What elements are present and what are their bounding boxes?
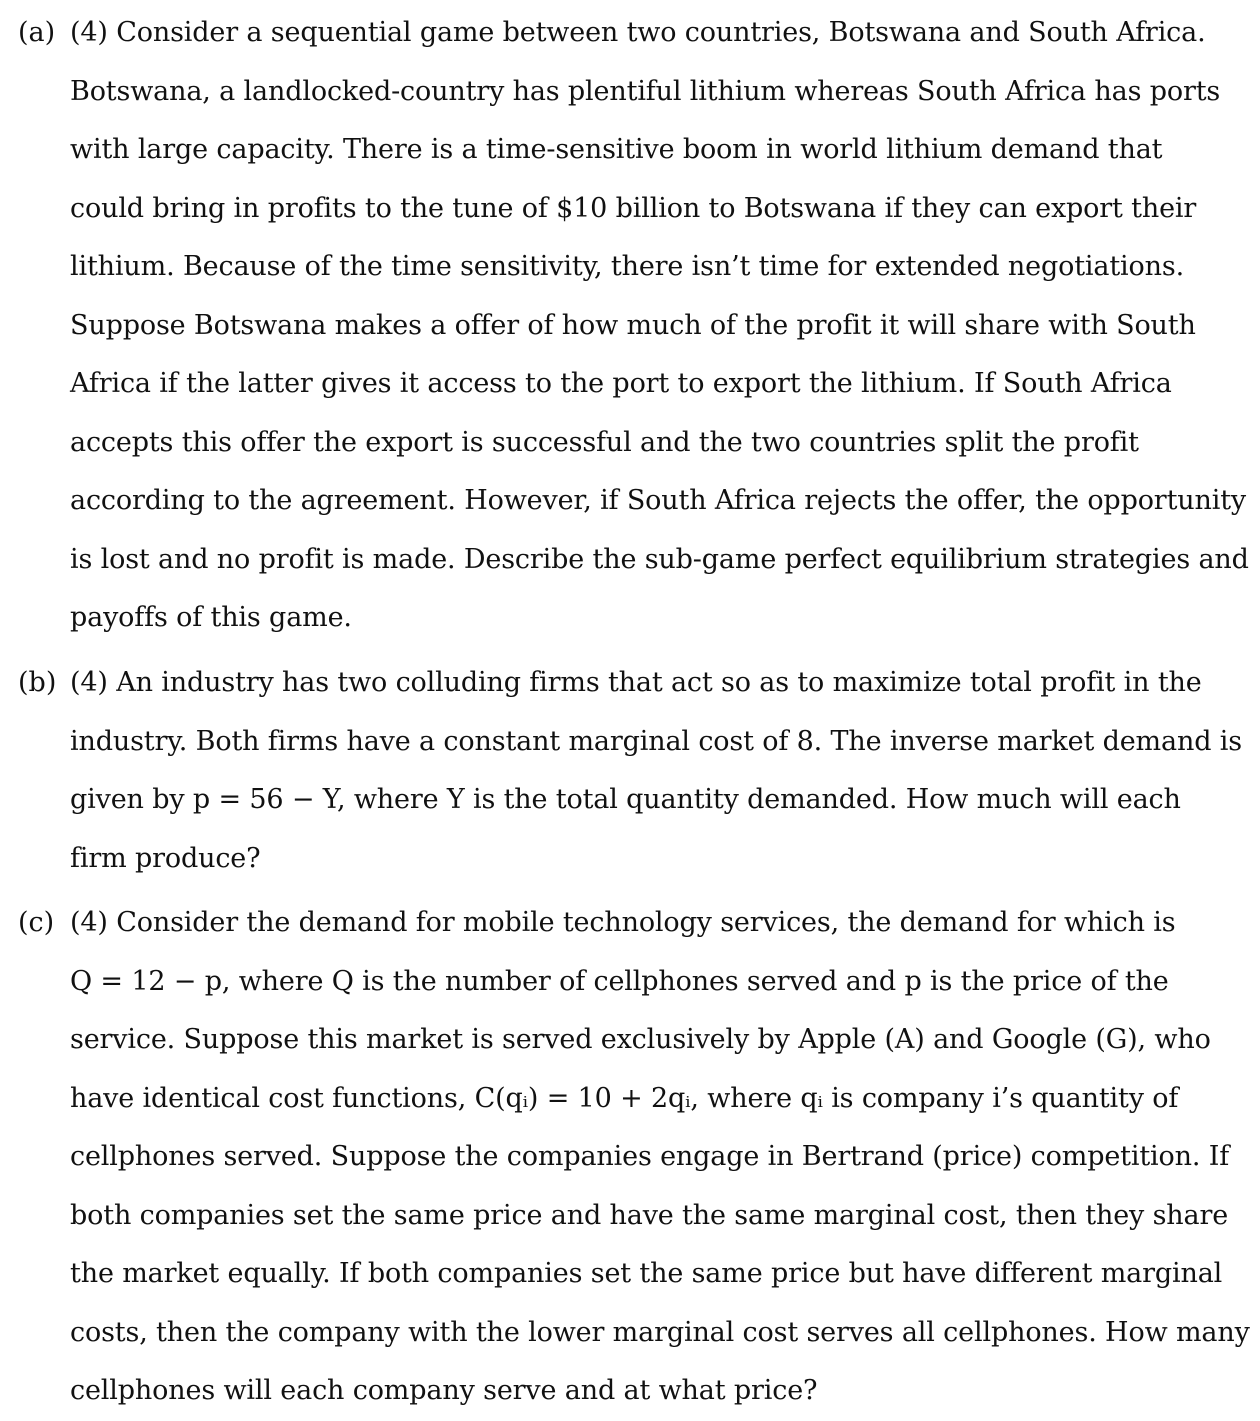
question-c-label: (c) [18, 907, 55, 938]
question-a-line: with large capacity. There is a time-sensitive boom in world lithium demand that [70, 134, 1163, 165]
question-c-line: the market equally. If both companies set the same price but have different marginal [70, 1258, 1223, 1289]
question-a-line: Suppose Botswana makes a offer of how much of the profit it will share with South [70, 309, 1196, 341]
question-c-line: costs, then the company with the lower marginal cost serves all cellphones. How many [70, 1316, 1250, 1348]
question-b-line: firm produce? [70, 842, 261, 874]
question-c-line: Q = 12 − p, where Q is the number of cellphones served and p is the price of the [70, 965, 1169, 997]
question-c-line: (4) Consider the demand for mobile technology services, the demand for which is [70, 907, 1176, 938]
question-a-label: (a) [18, 17, 56, 48]
question-b-line: (4) An industry has two colluding firms that act so as to maximize total profit in the [70, 667, 1202, 698]
question-a-line: payoffs of this game. [70, 602, 352, 633]
question-a-line: could bring in profits to the tune of $10 billion to Botswana if they can export their [70, 192, 1197, 224]
question-a-line: according to the agreement. However, if South Africa rejects the offer, the opportunity [70, 485, 1247, 516]
question-b-line: given by p = 56 − Y, where Y is the total quantity demanded. How much will each [70, 784, 1181, 815]
question-c-line: service. Suppose this market is served exclusively by Apple (A) and Google (G), who [70, 1024, 1211, 1055]
question-a-line: accepts this offer the export is successful and the two countries split the profit [70, 426, 1139, 458]
question-a-text [70, 4, 1249, 648]
question-a-line: Botswana, a landlocked-country has plentiful lithium whereas South Africa has ports [70, 75, 1221, 107]
question-c-line: both companies set the same price and have the same marginal cost, then they share [70, 1199, 1229, 1231]
question-b-line: industry. Both firms have a constant marginal cost of 8. The inverse market demand is [70, 725, 1242, 757]
question-c-line: have identical cost functions, C(qᵢ) = 10 + 2qᵢ, where qᵢ is company i’s quantity of [70, 1082, 1179, 1114]
question-a-line: lithium. Because of the time sensitivity, there isn’t time for extended negotiations. [70, 251, 1185, 282]
question-c-line: cellphones will each company serve and at what price? [70, 1375, 818, 1406]
question-c-text [70, 894, 1250, 1421]
question-b-label: (b) [18, 667, 57, 698]
question-a-line: Africa if the latter gives it access to the port to export the lithium. If South Africa [70, 368, 1172, 399]
question-a-line: (4) Consider a sequential game between two countries, Botswana and South Africa. [70, 17, 1206, 48]
question-b-text [70, 654, 1242, 888]
question-c-line: cellphones served. Suppose the companies engage in Bertrand (price) competition. If [70, 1141, 1230, 1172]
question-a-line: is lost and no profit is made. Describe the sub-game perfect equilibrium strategies and [70, 543, 1249, 575]
